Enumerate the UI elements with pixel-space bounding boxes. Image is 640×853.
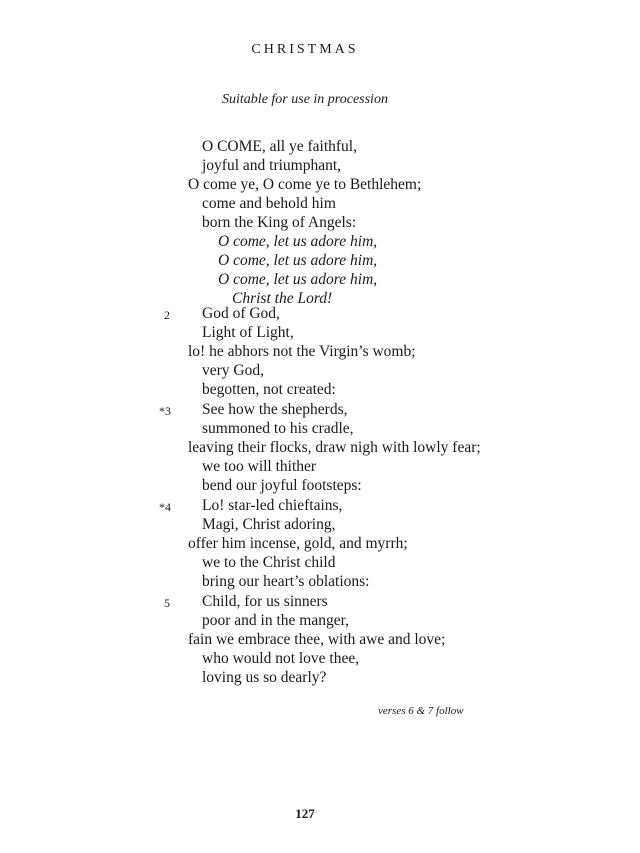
refrain-line: O come, let us adore him,: [218, 233, 378, 250]
verse-number: 5: [164, 596, 170, 610]
verse-number: *3: [159, 404, 171, 418]
verse-line: bring our heart’s oblations:: [202, 573, 370, 590]
verse-line: joyful and triumphant,: [202, 157, 342, 174]
verse-number: *4: [159, 500, 171, 514]
verse-line: God of God,: [202, 305, 280, 322]
refrain-line: O come, let us adore him,: [218, 271, 378, 288]
verse-line: fain we embrace thee, with awe and love;: [188, 631, 446, 648]
verse-line: we to the Christ child: [202, 554, 336, 571]
verse-line: poor and in the manger,: [202, 612, 350, 629]
verse-line: who would not love thee,: [202, 650, 360, 667]
refrain-line: O come, let us adore him,: [218, 252, 378, 269]
verse-line: begotten, not created:: [202, 381, 336, 398]
section-title: CHRISTMAS: [251, 42, 359, 57]
page-number: 127: [295, 806, 315, 821]
verse-line: come and behold him: [202, 195, 336, 212]
refrain-line: Christ the Lord!: [232, 290, 333, 307]
verse-line: See how the shepherds,: [202, 401, 348, 418]
verse-line: Child, for us sinners: [202, 593, 328, 610]
verse-line: very God,: [202, 362, 264, 379]
verse-line: leaving their flocks, draw nigh with lowly fear;: [188, 439, 481, 456]
verse-line: Light of Light,: [202, 324, 294, 341]
verse-line: loving us so dearly?: [202, 669, 327, 686]
verse-line: O COME, all ye faithful,: [202, 138, 357, 155]
verse-line: we too will thither: [202, 458, 317, 475]
verse-line: bend our joyful footsteps:: [202, 477, 362, 494]
verse-line: Magi, Christ adoring,: [202, 516, 336, 533]
verse-line: summoned to his cradle,: [202, 420, 354, 437]
verse-number: 2: [164, 308, 170, 322]
verse-line: Lo! star-led chieftains,: [202, 497, 343, 514]
verse-line: lo! he abhors not the Virgin’s womb;: [188, 343, 416, 360]
hymn-subtitle: Suitable for use in procession: [222, 92, 388, 107]
verse-line: born the King of Angels:: [202, 214, 357, 231]
verse-line: O come ye, O come ye to Bethlehem;: [188, 176, 422, 193]
continuation-note: verses 6 & 7 follow: [378, 705, 464, 717]
verse-line: offer him incense, gold, and myrrh;: [188, 535, 408, 552]
